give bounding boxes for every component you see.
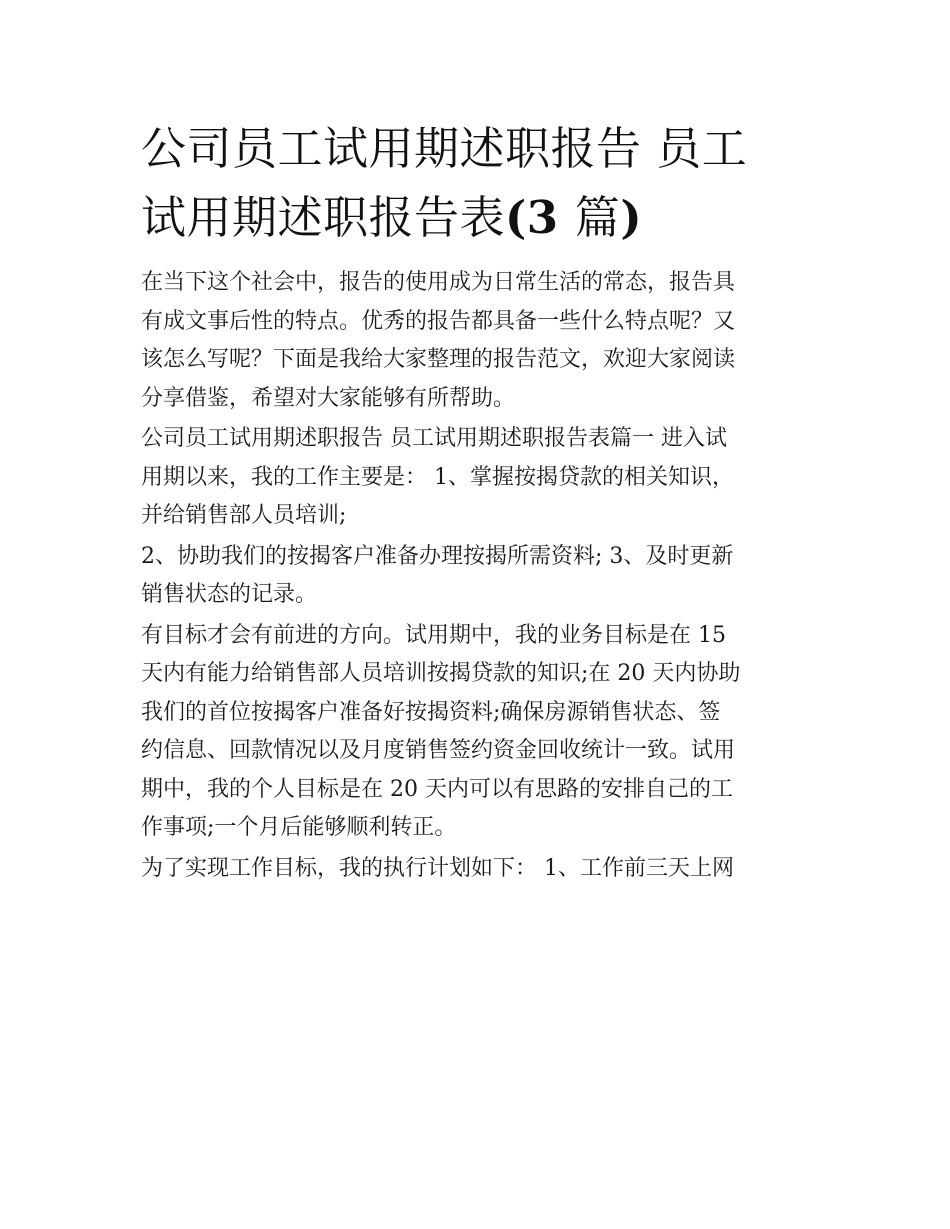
- document-title: [141, 114, 811, 252]
- title-count-open: (3: [505, 191, 575, 244]
- text-line: 期中，我的个人目标是在 20 天内可以有思路的安排自己的工: [141, 776, 733, 802]
- text-line: 该怎么写呢？下面是我给大家整理的报告范文，欢迎大家阅读: [141, 347, 736, 372]
- document-content: [141, 114, 811, 890]
- paragraph-intro: [141, 264, 811, 418]
- text-line: 在当下这个社会中，报告的使用成为日常生活的常态，报告具: [141, 270, 736, 295]
- title-line-2-text: 试用期述职报告表: [141, 191, 506, 244]
- paragraph-report-one: [141, 420, 811, 536]
- text-line: 我们的首位按揭客户准备好按揭资料;确保房源销售状态、签: [141, 699, 721, 725]
- paragraph-plan: [141, 850, 811, 889]
- text-line: 为了实现工作目标，我的执行计划如下： 1、工作前三天上网: [141, 855, 734, 881]
- text-line: 并给销售部人员培训;: [141, 503, 347, 528]
- text-line: 2、协助我们的按揭客户准备办理按揭所需资料; 3、及时更新: [141, 543, 734, 569]
- document-body: [141, 264, 811, 888]
- text-line: 有目标才会有前进的方向。试用期中，我的业务目标是在 15: [141, 622, 726, 648]
- text-line: 公司员工试用期述职报告 员工试用期述职报告表篇一 进入试: [141, 426, 727, 451]
- text-line: 天内有能力给销售部人员培训按揭贷款的知识;在 20 天内协助: [141, 661, 741, 686]
- text-line: 有成文事后性的特点。优秀的报告都具备一些什么特点呢？又: [141, 308, 736, 334]
- title-line-1: 公司员工试用期述职报告 员工: [141, 122, 748, 175]
- title-count-close: ): [620, 191, 643, 244]
- paragraph-goals: [141, 617, 811, 848]
- text-line: 销售状态的记录。: [141, 582, 318, 607]
- title-line-2: [141, 183, 811, 252]
- text-line: 分享借鉴，希望对大家能够有所帮助。: [141, 385, 516, 411]
- text-line: 作事项;一个月后能够顺利转正。: [141, 815, 457, 840]
- title-count-unit: 篇: [574, 191, 621, 244]
- paragraph-duties: [141, 538, 811, 615]
- text-line: 约信息、回款情况以及月度销售签约资金回收统计一致。试用: [141, 738, 736, 763]
- text-line: 用期以来，我的工作主要是： 1、掌握按揭贷款的相关知识，: [141, 464, 734, 490]
